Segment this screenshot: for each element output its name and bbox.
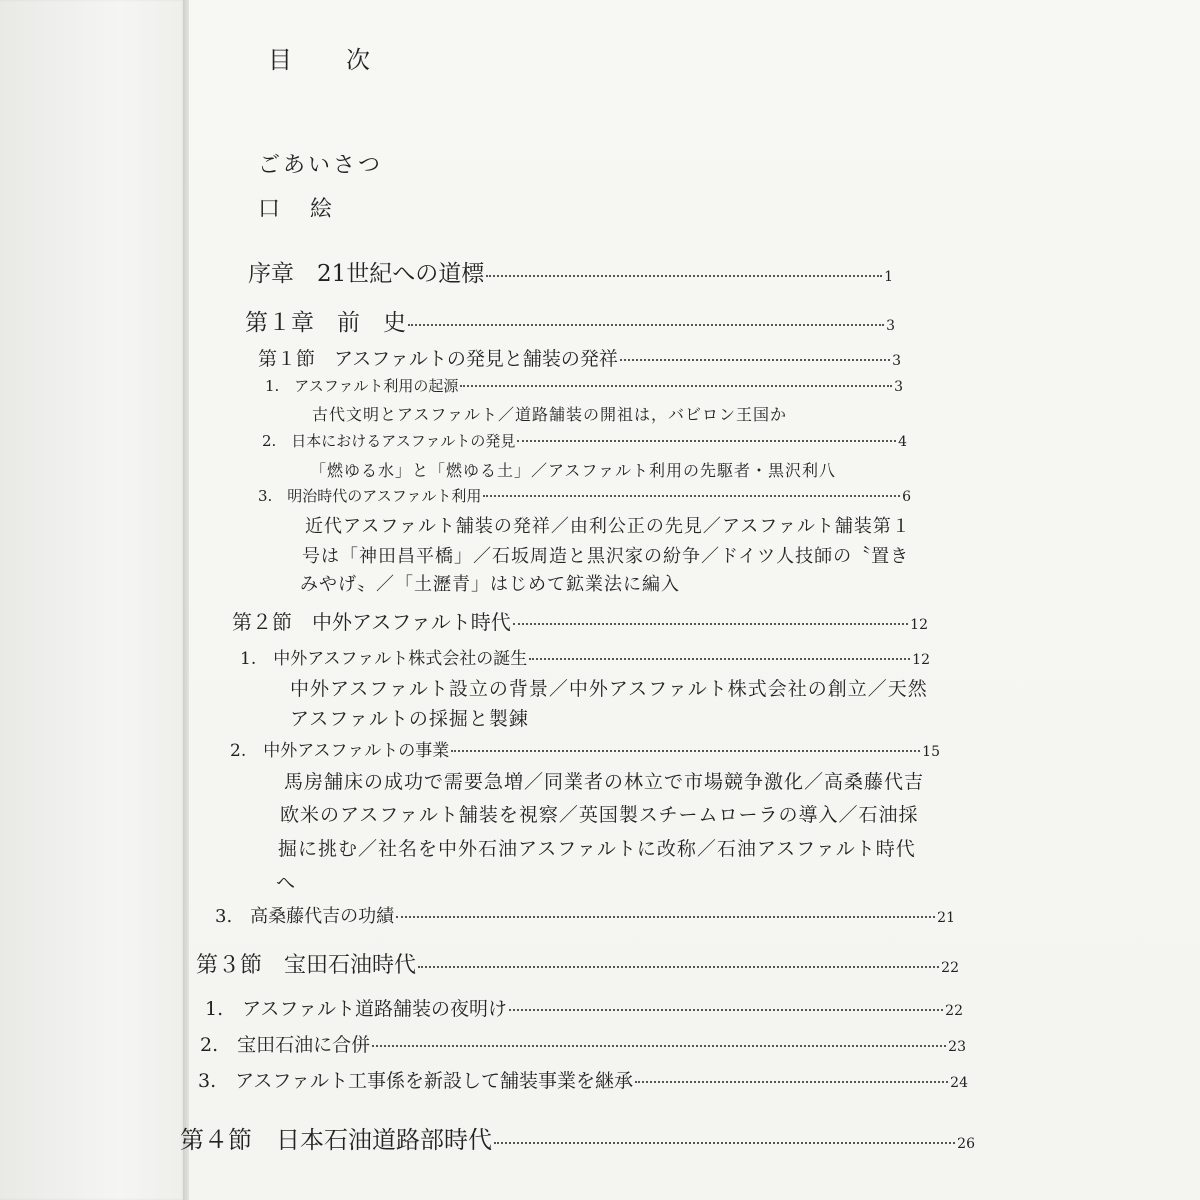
toc-s1-item-3-page: 6: [902, 489, 911, 505]
toc-s2-item-2-detail-1: 馬房舗床の成功で需要急増／同業者の林立で市場競争激化／高桑藤代吉: [284, 771, 925, 793]
dot-leader: [529, 658, 910, 660]
toc-section-2-title: 第２節 中外アスファルト時代: [232, 610, 511, 634]
toc-s1-item-1-title: 1. アスファルト利用の起源: [265, 377, 459, 395]
toc-prologue-title: 序章 21世紀への道標: [248, 261, 485, 287]
toc-s2-item-1-detail-2: アスファルトの採掘と製錬: [290, 708, 529, 730]
dot-leader: [372, 1045, 946, 1047]
dot-leader: [513, 623, 908, 625]
toc-heading: 目 次: [268, 46, 372, 74]
dot-leader: [620, 359, 890, 361]
dot-leader: [460, 385, 892, 387]
toc-s1-item-1: [265, 375, 903, 396]
toc-s3-item-3: [198, 1066, 968, 1093]
toc-section-3-page: 22: [941, 960, 959, 976]
toc-s1-item-1-page: 3: [894, 379, 903, 395]
toc-s2-item-3: [215, 902, 955, 928]
toc-section-2: [232, 606, 928, 635]
toc-section-1-title: 第１節 アスファルトの発見と舗装の発祥: [258, 348, 618, 370]
toc-chapter-1-title: 第１章 前 史: [245, 310, 406, 336]
toc-s1-item-3-title: 3. 明治時代のアスファルト利用: [258, 487, 482, 505]
toc-s2-item-2: [230, 736, 940, 761]
toc-section-1-page: 3: [892, 353, 901, 369]
toc-section-3: [196, 948, 959, 979]
toc-s3-item-2-title: 2. 宝田石油に合併: [200, 1034, 371, 1056]
left-page: [0, 0, 185, 1200]
toc-s1-item-3: [258, 485, 911, 506]
toc-s2-item-2-page: 15: [922, 744, 940, 760]
dot-leader: [509, 1009, 943, 1011]
toc-section-4-title: 第４節 日本石油道路部時代: [180, 1126, 492, 1154]
toc-s2-item-2-detail-3: 掘に挑む／社名を中外石油アスファルトに改称／石油アスファルト時代: [278, 838, 916, 860]
toc-s1-item-2-title: 2. 日本におけるアスファルトの発見: [262, 432, 516, 450]
toc-section-4-page: 26: [957, 1136, 975, 1152]
dot-leader: [483, 495, 900, 497]
toc-section-4: [180, 1120, 975, 1155]
toc-s1-item-3-detail-1: 近代アスファルト舗装の発祥／由利公正の先見／アスファルト舗装第１: [305, 516, 911, 537]
toc-s2-item-2-detail-4: へ: [276, 872, 297, 894]
dot-leader: [635, 1081, 948, 1083]
toc-s2-item-2-detail-2: 欧米のアスファルト舗装を視察／英国製スチームローラの導入／石油採: [280, 804, 919, 826]
dot-leader: [517, 440, 896, 442]
toc-s3-item-2-page: 23: [948, 1039, 966, 1055]
toc-s1-item-2-detail: 「燃ゆる水」と「燃ゆる土」／アスファルト利用の先駆者・黒沢利八: [310, 461, 837, 480]
toc-prologue-page: 1: [884, 269, 893, 285]
toc-s1-item-2: [262, 430, 907, 451]
toc-s2-item-3-title: 3. 高桑藤代吉の功績: [215, 906, 395, 927]
toc-s2-item-2-title: 2. 中外アスファルトの事業: [230, 741, 450, 761]
toc-chapter-1-page: 3: [886, 318, 895, 334]
toc-s3-item-1: [205, 994, 963, 1021]
dot-leader: [408, 324, 884, 326]
toc-s2-item-1-detail-1: 中外アスファルト設立の背景／中外アスファルト株式会社の創立／天然: [290, 678, 928, 700]
dot-leader: [494, 1142, 955, 1144]
toc-s3-item-2: [200, 1030, 966, 1057]
toc-section-3-title: 第３節 宝田石油時代: [196, 953, 417, 978]
toc-s2-item-3-page: 21: [937, 910, 955, 926]
dot-leader: [486, 275, 882, 277]
toc-s1-item-3-detail-2: 号は「神田昌平橋」／石坂周造と黒沢家の紛争／ドイツ人技師の〝置き: [302, 546, 910, 567]
toc-s3-item-3-title: 3. アスファルト工事係を新設して舗装事業を継承: [198, 1070, 633, 1092]
toc-s3-item-1-page: 22: [945, 1003, 963, 1019]
toc-s1-item-3-detail-3: みやげ〟／「土瀝青」はじめて鉱業法に編入: [300, 574, 680, 595]
toc-s3-item-1-title: 1. アスファルト道路舗装の夜明け: [205, 998, 507, 1020]
dot-leader: [396, 916, 935, 918]
toc-greeting: ごあいさつ: [258, 153, 384, 178]
toc-s1-item-2-page: 4: [898, 434, 907, 450]
toc-frontispiece: 口 絵: [258, 197, 337, 222]
dot-leader: [418, 966, 939, 968]
toc-s2-item-1: [240, 644, 930, 669]
toc-s3-item-3-page: 24: [950, 1075, 968, 1091]
toc-s1-item-1-detail: 古代文明とアスファルト／道路舗装の開祖は，バビロン王国か: [312, 405, 788, 424]
toc-s2-item-1-title: 1. 中外アスファルト株式会社の誕生: [240, 649, 528, 669]
toc-section-2-page: 12: [910, 617, 928, 633]
toc-section-1: [258, 344, 901, 371]
toc-chapter-1: [245, 304, 895, 337]
toc-s2-item-1-page: 12: [912, 652, 930, 668]
toc-prologue: [248, 255, 893, 288]
dot-leader: [451, 750, 920, 752]
